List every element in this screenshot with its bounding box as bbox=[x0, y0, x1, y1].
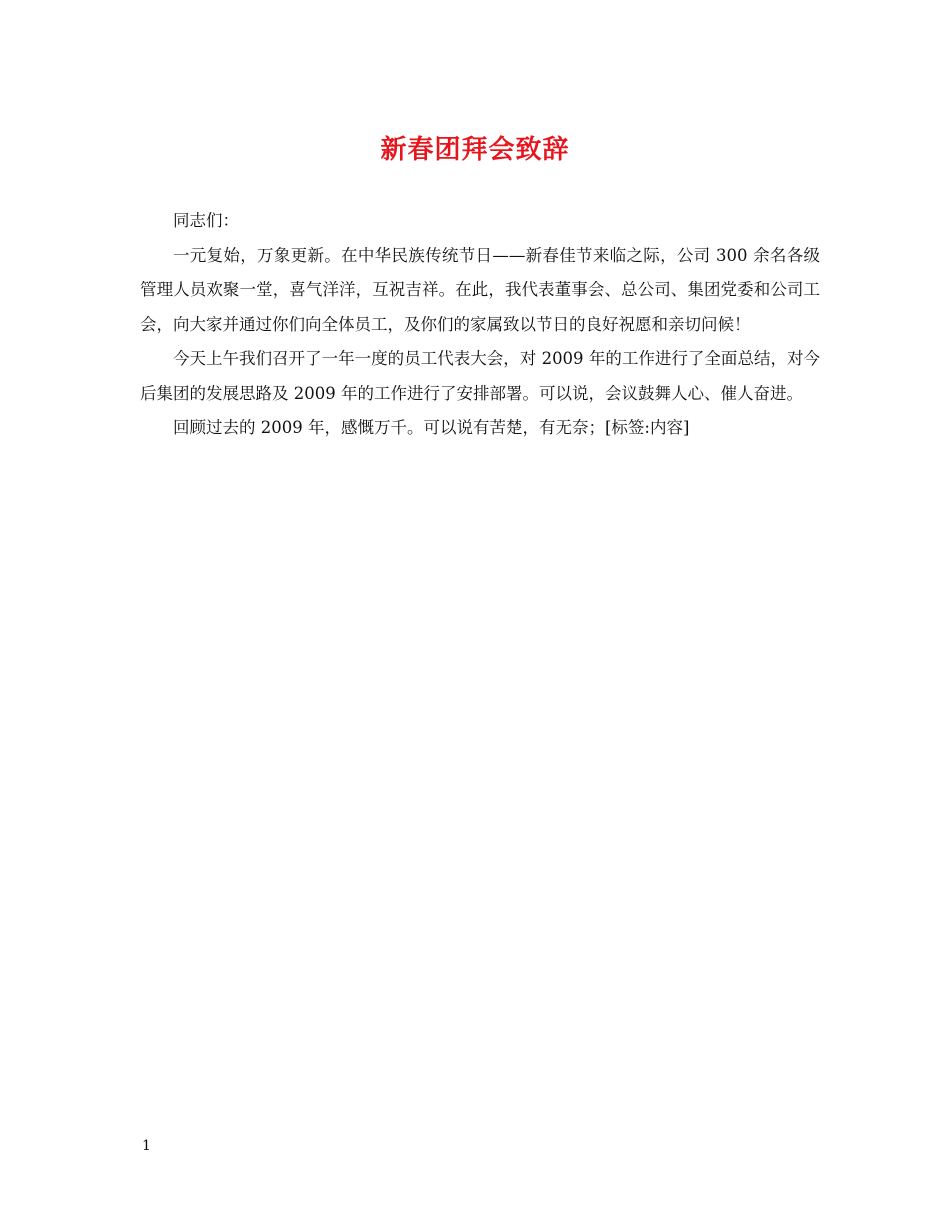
document-body bbox=[140, 204, 820, 446]
document-title: 新春团拜会致辞 bbox=[380, 135, 570, 165]
paragraph-1: 一元复始，万象更新。在中华民族传统节日——新春佳节来临之际，公司 300 余名各级管理人员欢聚一堂，喜气洋洋，互祝吉祥。在此，我代表董事会、总公司、集团党委和公司工会，向大家并通过你们向全体员工，及你们的家属致以节日的良好祝愿和亲切问候！ bbox=[140, 245, 820, 334]
paragraph-3: 回顾过去的 2009 年，感慨万千。可以说有苦楚，有无奈；[标签:内容] bbox=[173, 418, 690, 437]
page-number: 1 bbox=[142, 1138, 151, 1154]
paragraph-2: 今天上午我们召开了一年一度的员工代表大会，对 2009 年的工作进行了全面总结，对今后集团的发展思路及 2009 年的工作进行了安排部署。可以说，会议鼓舞人心、催人奋进。 bbox=[140, 349, 820, 403]
salutation: 同志们： bbox=[173, 211, 239, 230]
